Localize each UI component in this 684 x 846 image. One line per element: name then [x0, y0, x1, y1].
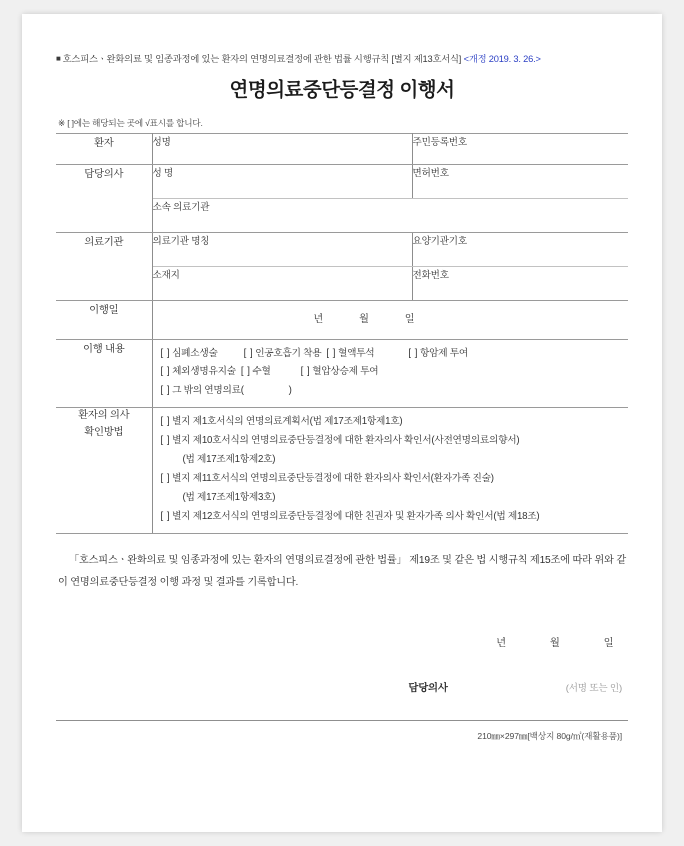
patient-intent-list — [153, 408, 629, 532]
checkbox-ventilator[interactable]: [ ] — [243, 347, 254, 359]
other-treatment-input[interactable] — [244, 385, 289, 396]
label-intent-form1: 별지 제1호서식의 연명의료계획서(법 제17조제1항제1호) — [172, 416, 403, 428]
field-institution-name — [152, 232, 412, 266]
list-item — [161, 432, 625, 451]
signature-date-line — [56, 634, 628, 649]
checkbox-intent-form1[interactable]: [ ] — [160, 416, 171, 428]
legal-statement: 「호스피스ㆍ완화의료 및 임종과정에 있는 환자의 연명의료결정에 관한 법률」 제19조 및 같은 법 시행규칙 제15조에 따라 위와 같이 연명의료중단등결정 이행 과정 및 결과를 기록합니다. — [58, 554, 626, 588]
label-intent-form10-sub: (법 제17조제1항제2호) — [182, 454, 276, 466]
label-hemodialysis: 혈액투석 — [337, 347, 375, 359]
list-item-sub — [161, 451, 625, 470]
execution-date-day: 일 — [404, 313, 416, 325]
label-intent-form11-sub: (법 제17조제1항제3호) — [182, 491, 276, 503]
signature-month: 월 — [549, 637, 561, 649]
list-item — [161, 470, 625, 489]
field-label-institution-address: 소재지 — [152, 269, 180, 281]
table-row-patient-intent — [56, 408, 628, 533]
page-title: 연명의료중단등결정 이행서 — [229, 79, 455, 102]
field-label-institution-phone: 전화번호 — [412, 269, 449, 281]
checkbox-ecls[interactable]: [ ] — [160, 366, 171, 378]
row-label-patient-intent-line2: 확인방법 — [84, 426, 124, 438]
table-row-execution-content — [56, 339, 628, 408]
table-row-institution-name — [56, 232, 628, 266]
signature-day: 일 — [603, 637, 614, 649]
label-intent-form11: 별지 제11호서식의 연명의료중단등결정에 대한 환자의사 확인서(환자가족 진술) — [172, 472, 494, 484]
table-row-patient — [56, 133, 628, 164]
signature-year: 년 — [496, 637, 507, 649]
field-label-patient-name: 성명 — [152, 136, 171, 148]
field-execution-date — [152, 300, 628, 339]
field-institution-address — [152, 266, 412, 300]
execution-date-month: 월 — [359, 313, 370, 325]
execution-date-line — [153, 301, 629, 339]
field-institution-code — [412, 232, 628, 266]
label-transfusion: 수혈 — [252, 366, 271, 378]
checkbox-cpr[interactable]: [ ] — [160, 347, 171, 359]
signature-row — [56, 679, 628, 694]
row-label-execution-date: 이행일 — [56, 300, 152, 339]
row-label-patient-intent-line1: 환자의 의사 — [78, 410, 130, 422]
document-page — [22, 14, 662, 832]
footer-divider — [56, 720, 628, 721]
execution-date-year: 년 — [313, 313, 324, 325]
label-other-treatment-prefix: 그 밖의 연명의료( — [172, 385, 244, 397]
label-cpr: 심폐소생술 — [172, 347, 218, 359]
page-shadow — [22, 14, 662, 832]
field-patient-id — [412, 133, 628, 164]
row-label-institution — [56, 232, 152, 300]
label-intent-form12: 별지 제12호서식의 연명의료중단등결정에 대한 친권자 및 환자가족 의사 확인서(법 제18조) — [172, 510, 540, 522]
form-reference-text: 호스피스ㆍ완화의료 및 임종과정에 있는 환자의 연명의료결정에 관한 법률 시행규칙 [별지 제13호서식] — [62, 54, 462, 64]
field-label-doctor-license: 면허번호 — [412, 167, 449, 179]
field-label-doctor-institution: 소속 의료기관 — [152, 201, 210, 213]
checkbox-intent-form10[interactable]: [ ] — [160, 435, 171, 447]
label-ecls: 체외생명유지술 — [172, 366, 236, 378]
row-label-doctor-text: 담당의사 — [84, 168, 124, 180]
form-reference-line — [56, 54, 628, 65]
execution-content-row-3 — [161, 382, 625, 401]
field-label-institution-name: 의료기관 명칭 — [152, 235, 210, 247]
row-label-patient: 환자 — [56, 133, 152, 164]
row-label-patient-intent — [56, 408, 152, 533]
field-label-patient-id: 주민등록번호 — [412, 136, 467, 148]
field-institution-phone — [412, 266, 628, 300]
signature-role-label: 담당의사 — [408, 682, 448, 694]
label-intent-form10: 별지 제10호서식의 연명의료중단등결정에 대한 환자의사 확인서(사전연명의료의향서) — [172, 435, 520, 447]
field-doctor-license — [412, 164, 628, 198]
field-execution-content — [152, 339, 628, 408]
execution-content-row-2 — [161, 363, 625, 382]
field-doctor-name — [152, 164, 412, 198]
field-patient-name — [152, 133, 412, 164]
field-doctor-institution — [152, 198, 628, 232]
label-ventilator: 인공호흡기 착용 — [255, 347, 322, 359]
checkbox-anticancer[interactable]: [ ] — [408, 347, 418, 359]
row-label-institution-text: 의료기관 — [84, 236, 124, 248]
form-table — [56, 133, 628, 534]
checkbox-hemodialysis[interactable]: [ ] — [326, 347, 336, 359]
list-item — [161, 508, 625, 527]
table-row-doctor-name — [56, 164, 628, 198]
row-label-execution-content: 이행 내용 — [56, 339, 152, 408]
signature-seal-hint[interactable]: (서명 또는 인) — [565, 682, 622, 694]
field-label-doctor-name: 성 명 — [152, 167, 174, 179]
instruction-note: ※ [ ]에는 해당되는 곳에 √표시를 합니다. — [58, 117, 203, 128]
label-other-treatment-suffix: ) — [288, 385, 292, 397]
list-item-sub — [161, 489, 625, 508]
field-label-institution-code: 요양기관기호 — [412, 235, 467, 247]
row-label-doctor — [56, 164, 152, 232]
revision-note: <개정 2019. 3. 26.> — [463, 54, 541, 64]
table-row-execution-date — [56, 300, 628, 339]
bullet-square-icon: ■ — [56, 54, 61, 63]
checkbox-intent-form12[interactable]: [ ] — [160, 510, 171, 522]
field-patient-intent — [152, 408, 628, 533]
checkbox-transfusion[interactable]: [ ] — [240, 366, 251, 378]
paper-spec-note: 210㎜×297㎜[백상지 80g/㎡(재활용품)] — [477, 730, 622, 741]
execution-content-list — [153, 340, 629, 408]
label-anticancer: 항암제 투여 — [420, 347, 468, 359]
checkbox-intent-form11[interactable]: [ ] — [160, 472, 171, 484]
label-vasopressor: 혈압상승제 투여 — [312, 366, 379, 378]
checkbox-vasopressor[interactable]: [ ] — [300, 366, 311, 378]
execution-content-row-1 — [161, 345, 625, 364]
list-item — [161, 413, 625, 432]
checkbox-other-treatment[interactable]: [ ] — [160, 385, 171, 397]
